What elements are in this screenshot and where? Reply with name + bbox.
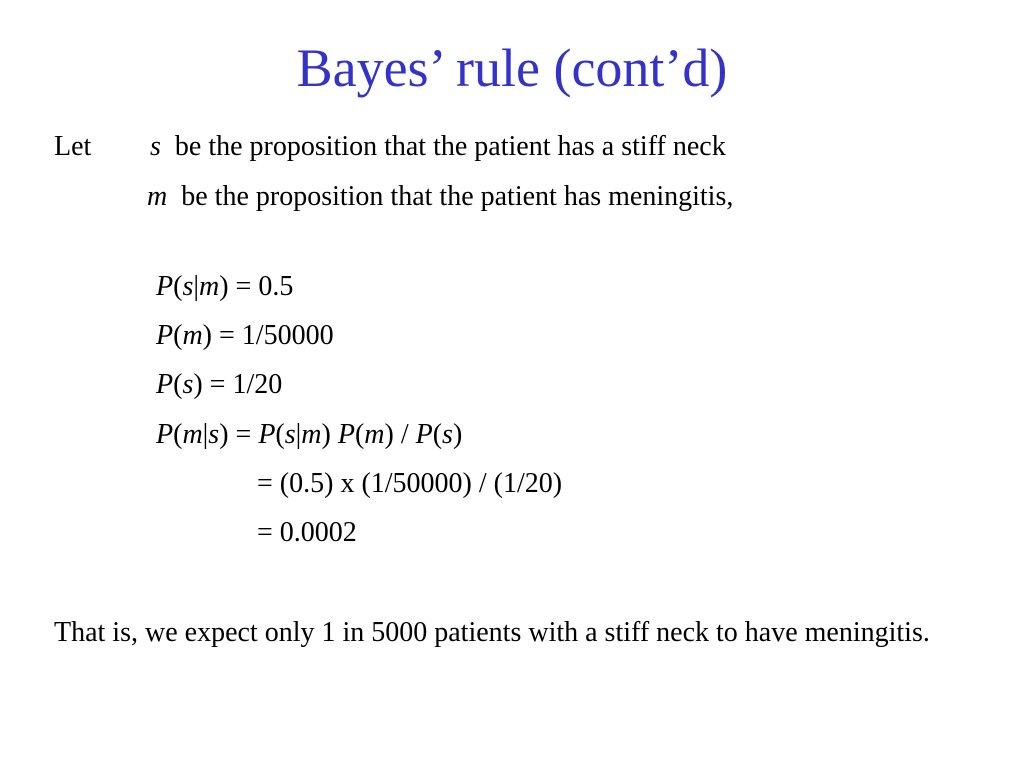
equation-value: 1/20 — [232, 369, 283, 400]
equation-value: 0.5 — [258, 271, 294, 302]
equation-value: 1/50000 — [241, 320, 334, 351]
definition-text: be the proposition that the patient has meningitis, — [181, 181, 734, 212]
definition-s — [150, 130, 726, 164]
equation-p-m: P(m) = 1/50000 — [156, 320, 334, 351]
equation-substitution: = (0.5) x (1/50000) / (1/20) — [257, 468, 563, 499]
equation-bayes: P(m|s) = P(s|m) P(m) / P(s) — [156, 419, 463, 450]
equation-p-s: P(s) = 1/20 — [156, 369, 283, 400]
definition-text: be the proposition that the patient has a stiff neck — [174, 131, 726, 162]
let-label: Let — [54, 131, 92, 162]
definition-m — [147, 180, 733, 214]
definition-symbol: s — [150, 131, 161, 162]
definition-symbol: m — [147, 181, 168, 212]
slide-title: Bayes’ rule (cont’d) — [296, 38, 728, 98]
equation-p-s-given-m: P(s|m) = 0.5 — [156, 271, 294, 302]
conclusion-text: That is, we expect only 1 in 5000 patients with a stiff neck to have meningitis. — [54, 617, 930, 648]
equation-result: = 0.0002 — [257, 517, 357, 548]
